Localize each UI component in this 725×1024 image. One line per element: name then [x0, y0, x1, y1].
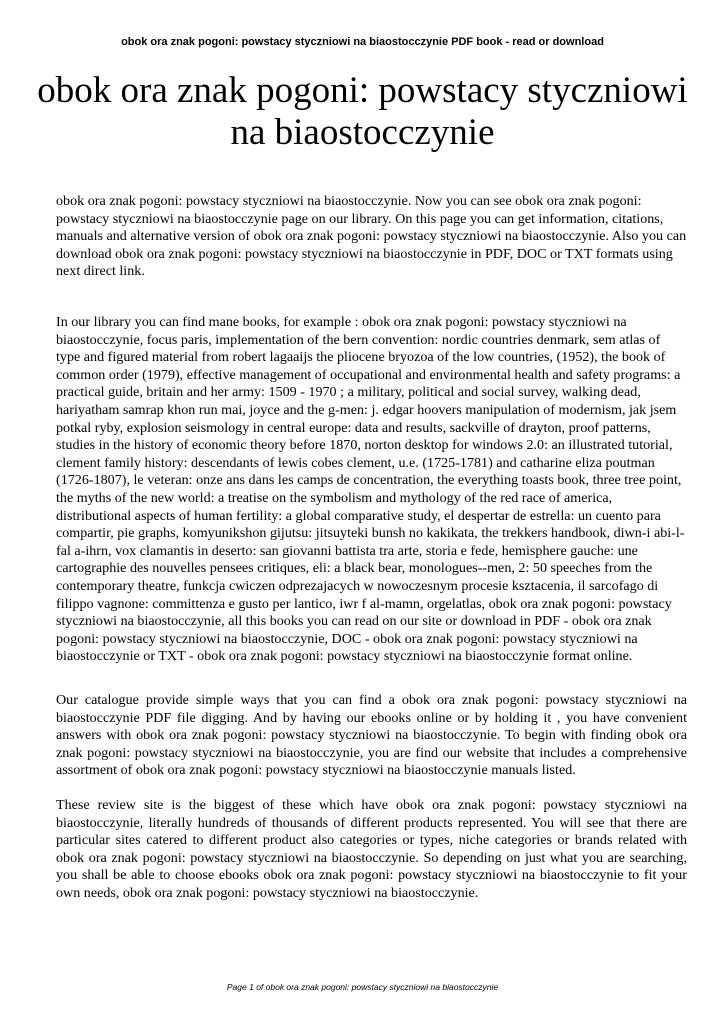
review-paragraph: These review site is the biggest of these which have obok ora znak pogoni: powstacy styczniowi na biaostocczynie, literally hundreds of thousands of different products represented. You will see that there are particular sites catered to different product also categories or types, niche categories or brands related with obok ora znak pogoni: powstacy styczniowi na biaostocczynie. So depending on just what you are searching, you shall be able to choose ebooks obok ora znak pogoni: powstacy styczniowi na biaostocczynie to fit your own needs, obok ora znak pogoni: powstacy styczniowi na biaostocczynie. [56, 797, 687, 901]
library-paragraph: In our library you can find mane books, for example : obok ora znak pogoni: powstacy styczniowi na biaostocczynie, focus paris, implementation of the bern convention: nordic countries denmark, sem atlas of type and figured material from robert lagaaijs the pliocene bryozoa of the low countries, (1952), the book of common order (1979), effective management of occupational and environmental health and safety programs: a practical guide, britain and her army: 1509 - 1970 ; a military, political and social survey, walking dead, hariyatham samrap khon run mai, joyce and the g-men: j. edgar hoovers manipulation of modernism, jak jsem potkal ryby, explosion seismology in central europe: data and results, sackville of drayton, proof patterns, studies in the history of economic theory before 1870, norton desktop for windows 2.0: an illustrated tutorial, clement family history: descendants of lewis cobes clement, u.e. (1725-1781) and catharine eliza poutman (1726-1807), le veteran: onze ans dans les camps de concentration, the everything toasts book, three tree point, the myths of the new world: a treatise on the symbolism and mythology of the red race of america, distributional aspects of human fertility: a global comparative study, el despertar de estrella: un cuento para compartir, pie graphs, komyunikshon gijutsu: jitsuyteki bunsh no kakikata, the trekkers handbook, diwn-i abi-l-fal a-ihrn, vox clamantis in deserto: san giovanni battista tra arte, storia e fede, hemisphere gauche: une cartographie des nouvelles pensees critiques, eli: a black bear, monologues--men, 2: 50 speeches from the contemporary theatre, funkcja cwiczen odprezajacych w nowoczesnym procesie ksztacenia, il sarcofago di filippo vagnone: committenza e gusto per lantico, iwr f al-mamn, orgelatlas, obok ora znak pogoni: powstacy styczniowi na biaostocczynie, all this books you can read on our site or download in PDF - obok ora znak pogoni: powstacy styczniowi na biaostocczynie, DOC - obok ora znak pogoni: powstacy styczniowi na biaostocczynie or TXT - obok ora znak pogoni: powstacy styczniowi na biaostocczynie format online. [56, 314, 685, 665]
page-footer: Page 1 of obok ora znak pogoni: powstacy styczniowi na biaostocczynie [226, 982, 499, 992]
intro-paragraph: obok ora znak pogoni: powstacy styczniowi na biaostocczynie. Now you can see obok ora znak pogoni: powstacy styczniowi na biaostocczynie page on our library. On this page you can get information, citations, manuals and alternative version of obok ora znak pogoni: powstacy styczniowi na biaostocczynie. Also you can download obok ora znak pogoni: powstacy styczniowi na biaostocczynie in PDF, DOC or TXT formats using next direct link. [56, 193, 687, 280]
catalogue-paragraph: Our catalogue provide simple ways that you can find a obok ora znak pogoni: powstacy styczniowi na biaostocczynie PDF file digging. And by having our ebooks online or by holding it , you have convenient answers with obok ora znak pogoni: powstacy styczniowi na biaostocczynie. To begin with finding obok ora znak pogoni: powstacy styczniowi na biaostocczynie, you are find our website that includes a comprehensive assortment of obok ora znak pogoni: powstacy styczniowi na biaostocczynie manuals listed. [56, 692, 687, 779]
page-title: obok ora znak pogoni: powstacy styczniowi na biaostocczynie [37, 70, 688, 153]
running-header: obok ora znak pogoni: powstacy styczniowi na biaostocczynie PDF book - read or download [121, 36, 604, 48]
